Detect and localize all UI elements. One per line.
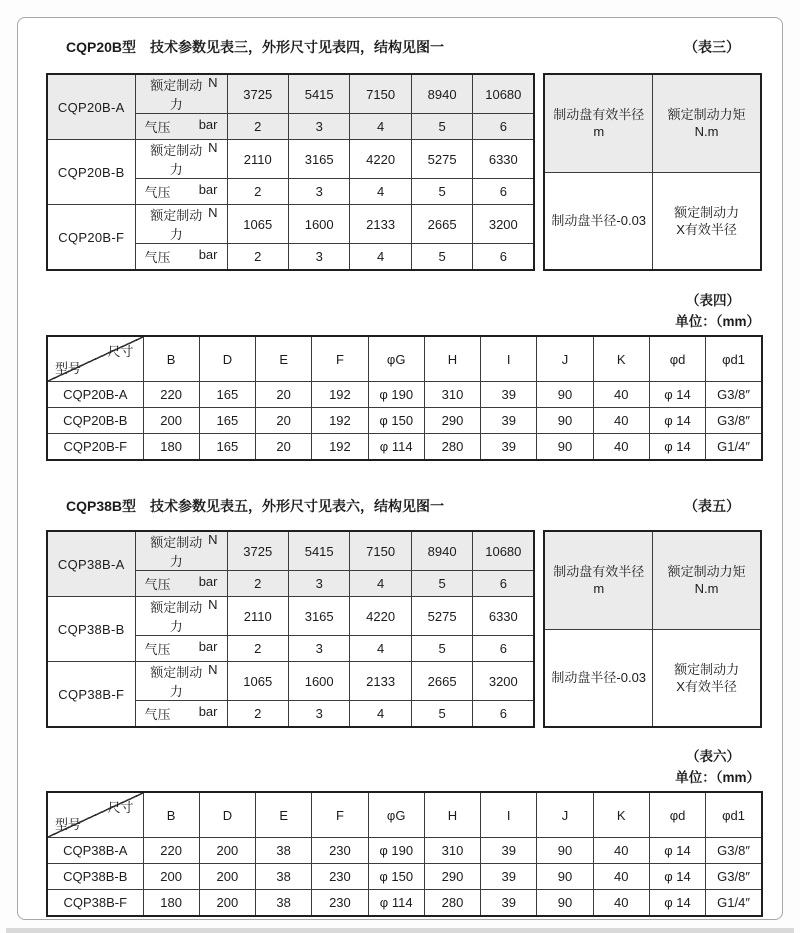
- force-value: 8940: [411, 531, 472, 571]
- table-row: [47, 890, 762, 917]
- dim-value: 40: [593, 434, 649, 461]
- pressure-label: 气压: [144, 120, 171, 135]
- corner-label-dimension: 尺寸: [107, 800, 134, 815]
- column-header: E: [256, 792, 312, 838]
- table-header-row: [47, 336, 762, 382]
- force-value: 2133: [350, 662, 411, 701]
- force-value: 3725: [227, 531, 288, 571]
- dim-value: 280: [424, 434, 480, 461]
- pressure-value: 5: [411, 571, 472, 597]
- pressure-value: 3: [288, 114, 349, 140]
- dim-value: G3/8″: [706, 864, 762, 890]
- column-header: J: [537, 792, 593, 838]
- force-label-cell: [135, 140, 227, 179]
- dim-value: 165: [199, 382, 255, 408]
- table6-tag: （表六）: [686, 749, 740, 764]
- pressure-value: 2: [227, 244, 288, 271]
- model-cell: CQP20B-F: [47, 205, 135, 271]
- force-label-cell: [135, 531, 227, 571]
- dim-value: 40: [593, 408, 649, 434]
- pressure-unit: bar: [198, 639, 218, 654]
- column-header: φG: [368, 336, 424, 382]
- dim-value: φ 114: [368, 434, 424, 461]
- pressure-value: 3: [288, 244, 349, 271]
- force-value: 3725: [227, 74, 288, 114]
- force-value: 3200: [473, 205, 535, 244]
- dim-value: 90: [537, 864, 593, 890]
- dim-value: φ 150: [368, 864, 424, 890]
- dim-value: 165: [199, 434, 255, 461]
- pressure-value: 4: [350, 114, 411, 140]
- force-label-cell: [135, 597, 227, 636]
- dim-value: 180: [143, 434, 199, 461]
- page-content: [18, 38, 782, 917]
- model-cell: CQP20B-A: [47, 382, 143, 408]
- pressure-value: 2: [227, 701, 288, 728]
- force-value: 4220: [350, 597, 411, 636]
- rated-torque-label: 额定制动力矩: [667, 107, 746, 123]
- pressure-value: 5: [411, 636, 472, 662]
- force-value: 5275: [411, 597, 472, 636]
- pressure-label: 气压: [144, 642, 171, 657]
- table-row: [47, 864, 762, 890]
- force-value: 5275: [411, 140, 472, 179]
- column-header: φd1: [706, 792, 762, 838]
- dim-value: 39: [481, 434, 537, 461]
- pressure-unit: bar: [198, 182, 218, 197]
- pressure-value: 6: [473, 636, 535, 662]
- pressure-value: 4: [350, 701, 411, 728]
- table-row: [47, 74, 534, 114]
- torque-formula-line1: 额定制动力: [674, 661, 740, 677]
- param-table-cqp20b: [46, 73, 762, 271]
- table4-unit-label: 单位：（mm）: [675, 314, 760, 329]
- dim-value: G3/8″: [706, 382, 762, 408]
- force-value: 2110: [227, 140, 288, 179]
- dim-value: 20: [256, 408, 312, 434]
- column-header: φd: [649, 336, 705, 382]
- dim-value: 290: [424, 408, 480, 434]
- force-value: 2133: [350, 205, 411, 244]
- column-header: H: [424, 792, 480, 838]
- force-label: 额定制动力: [150, 600, 203, 634]
- table-row: [47, 838, 762, 864]
- param-table-cqp38b: [46, 530, 762, 728]
- torque-formula-cell: [653, 629, 761, 727]
- rated-torque-unit: N.m: [694, 124, 719, 140]
- effective-radius-label: 制动盘有效半径: [553, 564, 645, 580]
- pressure-value: 3: [288, 636, 349, 662]
- dim-value: φ 190: [368, 838, 424, 864]
- dim-value: 90: [537, 434, 593, 461]
- force-label: 额定制动力: [150, 665, 203, 699]
- pressure-label-cell: [135, 114, 227, 140]
- force-value: 2110: [227, 597, 288, 636]
- dim-value: 200: [143, 408, 199, 434]
- dim-value: 40: [593, 382, 649, 408]
- pressure-value: 6: [473, 244, 535, 271]
- pressure-value: 5: [411, 701, 472, 728]
- rated-torque-unit: N.m: [694, 581, 719, 597]
- dim-value: 200: [199, 864, 255, 890]
- pressure-value: 4: [350, 636, 411, 662]
- dim-value: φ 14: [649, 838, 705, 864]
- dim-value: G1/4″: [706, 890, 762, 917]
- column-header: F: [312, 336, 368, 382]
- table5-tag: （表五）: [684, 498, 740, 514]
- pressure-label-cell: [135, 571, 227, 597]
- column-header: I: [481, 336, 537, 382]
- table4-tag: （表四）: [686, 293, 740, 308]
- pressure-value: 5: [411, 114, 472, 140]
- model-cell: CQP38B-B: [47, 597, 135, 662]
- pressure-unit: bar: [198, 704, 218, 719]
- column-header: φd: [649, 792, 705, 838]
- dim-value: 180: [143, 890, 199, 917]
- corner-cell: [47, 336, 143, 382]
- rated-torque-header-cell: [653, 74, 761, 172]
- table-row: [47, 434, 762, 461]
- dim-value: 290: [424, 864, 480, 890]
- corner-label-model: 型号: [55, 817, 82, 832]
- dim-value: 230: [312, 890, 368, 917]
- radius-formula-cell: [544, 172, 652, 270]
- pressure-value: 6: [473, 571, 535, 597]
- dim-value: 192: [312, 382, 368, 408]
- pressure-value: 2: [227, 114, 288, 140]
- column-header: K: [593, 792, 649, 838]
- page-bottom-edge: [6, 928, 794, 933]
- param-table-cqp38b-main: [46, 530, 535, 728]
- force-value: 1065: [227, 205, 288, 244]
- table3-tag: （表三）: [684, 39, 740, 55]
- pressure-label-cell: [135, 701, 227, 728]
- force-value: 5415: [288, 74, 349, 114]
- column-header: φG: [368, 792, 424, 838]
- pressure-value: 6: [473, 179, 535, 205]
- table-row: [47, 531, 534, 571]
- pressure-value: 5: [411, 179, 472, 205]
- force-value: 5415: [288, 531, 349, 571]
- model-cell: CQP38B-A: [47, 531, 135, 597]
- dim-value: 38: [256, 838, 312, 864]
- force-label: 额定制动力: [150, 535, 203, 569]
- force-value: 4220: [350, 140, 411, 179]
- document-page: [17, 17, 783, 920]
- force-label-cell: [135, 205, 227, 244]
- effective-radius-unit: m: [593, 124, 605, 140]
- pressure-label: 气压: [144, 577, 171, 592]
- dim-value: 39: [481, 838, 537, 864]
- dim-value: 220: [143, 382, 199, 408]
- force-value: 10680: [473, 74, 535, 114]
- pressure-value: 2: [227, 636, 288, 662]
- radius-formula-text: 制动盘半径-0.03: [551, 213, 647, 229]
- table-row: [544, 172, 761, 270]
- dim-value: 230: [312, 864, 368, 890]
- column-header: F: [312, 792, 368, 838]
- column-header: φd1: [706, 336, 762, 382]
- pressure-value: 3: [288, 571, 349, 597]
- force-unit: N: [208, 532, 218, 547]
- column-header: I: [481, 792, 537, 838]
- model-cell: CQP38B-F: [47, 890, 143, 917]
- pressure-label-cell: [135, 179, 227, 205]
- force-label: 额定制动力: [150, 208, 203, 242]
- table-row: [544, 74, 761, 172]
- pressure-label-cell: [135, 636, 227, 662]
- pressure-value: 5: [411, 244, 472, 271]
- column-header: K: [593, 336, 649, 382]
- table6-unit-label: 单位：（mm）: [675, 770, 760, 785]
- section2-heading: [46, 497, 762, 515]
- table-row: [47, 140, 534, 179]
- dim-value: 192: [312, 434, 368, 461]
- pressure-value: 4: [350, 244, 411, 271]
- dim-value: 230: [312, 838, 368, 864]
- effective-radius-unit: m: [593, 581, 605, 597]
- model-cell: CQP20B-B: [47, 408, 143, 434]
- column-header: D: [199, 792, 255, 838]
- torque-formula-line2: X有效半径: [676, 221, 737, 237]
- dim-value: 40: [593, 864, 649, 890]
- dim-value: 200: [199, 838, 255, 864]
- dim-value: G3/8″: [706, 838, 762, 864]
- section1-heading-text: CQP20B型 技术参数见表三，外形尺寸见表四，结构见图一: [66, 39, 445, 55]
- force-value: 6330: [473, 597, 535, 636]
- radius-formula-text: 制动盘半径-0.03: [551, 670, 647, 686]
- dim-value: 280: [424, 890, 480, 917]
- pressure-value: 3: [288, 179, 349, 205]
- corner-label-model: 型号: [55, 361, 82, 376]
- column-header: E: [256, 336, 312, 382]
- force-value: 1600: [288, 662, 349, 701]
- pressure-value: 6: [473, 701, 535, 728]
- force-value: 2665: [411, 662, 472, 701]
- dim-value: φ 14: [649, 434, 705, 461]
- dim-value: G1/4″: [706, 434, 762, 461]
- dim-value: φ 114: [368, 890, 424, 917]
- force-value: 2665: [411, 205, 472, 244]
- dim-value: 20: [256, 434, 312, 461]
- table-row: [544, 629, 761, 727]
- torque-formula-line1: 额定制动力: [674, 204, 740, 220]
- dim-value: φ 190: [368, 382, 424, 408]
- force-unit: N: [208, 205, 218, 220]
- pressure-unit: bar: [198, 117, 218, 132]
- dim-value: 40: [593, 890, 649, 917]
- pressure-value: 4: [350, 571, 411, 597]
- pressure-label: 气压: [144, 250, 171, 265]
- param-table-cqp20b-right: [543, 73, 762, 271]
- section1-heading: [46, 38, 762, 56]
- torque-formula-line2: X有效半径: [676, 678, 737, 694]
- dim-value: 90: [537, 890, 593, 917]
- model-cell: CQP38B-A: [47, 838, 143, 864]
- force-value: 3165: [288, 140, 349, 179]
- column-header: J: [537, 336, 593, 382]
- force-value: 1065: [227, 662, 288, 701]
- dim-value: 38: [256, 864, 312, 890]
- pressure-value: 2: [227, 179, 288, 205]
- column-header: B: [143, 792, 199, 838]
- model-cell: CQP20B-B: [47, 140, 135, 205]
- model-cell: CQP20B-A: [47, 74, 135, 140]
- effective-radius-header-cell: [544, 74, 652, 172]
- force-unit: N: [208, 662, 218, 677]
- force-value: 3165: [288, 597, 349, 636]
- corner-cell: [47, 792, 143, 838]
- dim-value: 39: [481, 408, 537, 434]
- effective-radius-label: 制动盘有效半径: [553, 107, 645, 123]
- force-value: 1600: [288, 205, 349, 244]
- param-table-cqp38b-right: [543, 530, 762, 728]
- pressure-unit: bar: [198, 574, 218, 589]
- force-label: 额定制动力: [150, 143, 203, 177]
- dim-value: 220: [143, 838, 199, 864]
- dim-value: 38: [256, 890, 312, 917]
- force-unit: N: [208, 597, 218, 612]
- corner-label-dimension: 尺寸: [107, 344, 134, 359]
- dim-value: φ 150: [368, 408, 424, 434]
- force-value: 3200: [473, 662, 535, 701]
- force-value: 6330: [473, 140, 535, 179]
- dim-value: G3/8″: [706, 408, 762, 434]
- table-row: [47, 662, 534, 701]
- dim-value: φ 14: [649, 890, 705, 917]
- table-row: [544, 531, 761, 629]
- dim-value: φ 14: [649, 408, 705, 434]
- rated-torque-header-cell: [653, 531, 761, 629]
- effective-radius-header-cell: [544, 531, 652, 629]
- force-value: 8940: [411, 74, 472, 114]
- dim-value: 20: [256, 382, 312, 408]
- column-header: D: [199, 336, 255, 382]
- dim-value: 90: [537, 408, 593, 434]
- table-row: [47, 597, 534, 636]
- force-unit: N: [208, 140, 218, 155]
- pressure-value: 6: [473, 114, 535, 140]
- torque-formula-cell: [653, 172, 761, 270]
- dim-table-cqp20b: [46, 335, 763, 461]
- radius-formula-cell: [544, 629, 652, 727]
- dim-value: φ 14: [649, 864, 705, 890]
- force-value: 7150: [350, 531, 411, 571]
- force-label-cell: [135, 662, 227, 701]
- dim-value: 40: [593, 838, 649, 864]
- table-row: [47, 408, 762, 434]
- pressure-value: 3: [288, 701, 349, 728]
- force-value: 10680: [473, 531, 535, 571]
- pressure-label: 气压: [144, 707, 171, 722]
- rated-torque-label: 额定制动力矩: [667, 564, 746, 580]
- dim-value: φ 14: [649, 382, 705, 408]
- dim-value: 310: [424, 382, 480, 408]
- dim-value: 39: [481, 864, 537, 890]
- pressure-label-cell: [135, 244, 227, 271]
- section2-heading-text: CQP38B型 技术参数见表五，外形尺寸见表六，结构见图一: [66, 498, 445, 514]
- pressure-label: 气压: [144, 185, 171, 200]
- force-label: 额定制动力: [150, 78, 203, 112]
- pressure-value: 4: [350, 179, 411, 205]
- model-cell: CQP38B-F: [47, 662, 135, 728]
- dim-table-cqp38b: [46, 791, 763, 917]
- model-cell: CQP20B-F: [47, 434, 143, 461]
- dim-value: 165: [199, 408, 255, 434]
- column-header: B: [143, 336, 199, 382]
- dim-value: 90: [537, 838, 593, 864]
- dim-value: 200: [143, 864, 199, 890]
- table-row: [47, 205, 534, 244]
- pressure-value: 2: [227, 571, 288, 597]
- column-header: H: [424, 336, 480, 382]
- dim-value: 39: [481, 382, 537, 408]
- dim-value: 90: [537, 382, 593, 408]
- model-cell: CQP38B-B: [47, 864, 143, 890]
- param-table-cqp20b-main: [46, 73, 535, 271]
- force-label-cell: [135, 74, 227, 114]
- dim-value: 200: [199, 890, 255, 917]
- dim-value: 39: [481, 890, 537, 917]
- force-unit: N: [208, 75, 218, 90]
- dim-value: 310: [424, 838, 480, 864]
- table-header-row: [47, 792, 762, 838]
- table-row: [47, 382, 762, 408]
- force-value: 7150: [350, 74, 411, 114]
- dim-value: 192: [312, 408, 368, 434]
- pressure-unit: bar: [198, 247, 218, 262]
